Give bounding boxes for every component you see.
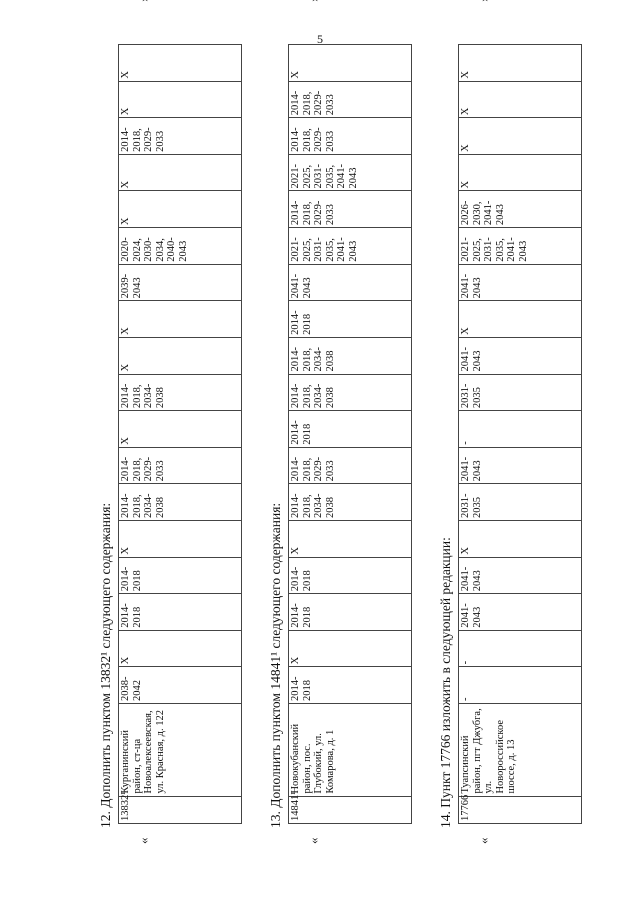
amendment-table <box>288 44 412 824</box>
period-cell: 2014-2018 <box>289 557 412 594</box>
period-cell: 2014-2018 <box>289 411 412 448</box>
period-cell: X <box>119 154 242 191</box>
open-quote: « <box>136 837 151 844</box>
period-cell: 2014-2018 <box>289 667 412 704</box>
period-cell: X <box>459 301 582 338</box>
open-quote: « <box>306 837 321 844</box>
period-cell: 2026-2030, 2041-2043 <box>459 191 582 228</box>
close-quote <box>136 0 152 2</box>
period-cell: - <box>459 667 582 704</box>
period-cell: 2014-2018 <box>289 301 412 338</box>
address-cell: Курганинский район, ст-ца Новоалексеевская, ул. Красная, д. 122 <box>119 704 242 797</box>
period-cell: X <box>119 81 242 118</box>
period-cell: 2014-2018, 2029-2033 <box>289 118 412 155</box>
period-cell: 2041-2043 <box>289 264 412 301</box>
period-cell: 2021-2025, 2031-2035, 2041-2043 <box>289 154 412 191</box>
period-cell: 2014-2018, 2029-2033 <box>119 118 242 155</box>
table-row <box>119 45 242 824</box>
period-cell: 2041-2043 <box>459 447 582 484</box>
period-cell: 2014-2018, 2034-2038 <box>119 484 242 521</box>
open-quote: « <box>476 837 491 844</box>
period-cell: 2014-2018, 2034-2038 <box>289 374 412 411</box>
period-cell: 2021-2025, 2031-2035, 2041-2043 <box>289 228 412 265</box>
period-cell: 2014-2018, 2034-2038 <box>119 374 242 411</box>
period-cell: 2041-2043 <box>459 594 582 631</box>
period-cell: X <box>289 630 412 667</box>
table-row <box>289 45 412 824</box>
period-cell: 2041-2043 <box>459 557 582 594</box>
period-cell: X <box>119 191 242 228</box>
section-heading: 14. Пункт 17766 изложить в следующей редакции: <box>438 537 453 828</box>
period-cell: X <box>119 45 242 82</box>
section-14 <box>438 0 582 844</box>
period-cell: 2014-2018, 2029-2033 <box>119 447 242 484</box>
item-number-cell: 13832¹ <box>119 796 242 823</box>
period-cell: X <box>289 520 412 557</box>
period-cell: X <box>459 118 582 155</box>
item-number-cell: 14841¹ <box>289 796 412 823</box>
period-cell: X <box>289 45 412 82</box>
section-13 <box>268 0 412 844</box>
period-cell: 2014-2018 <box>119 594 242 631</box>
period-cell: X <box>459 45 582 82</box>
period-cell: 2020-2024, 2030-2034, 2040-2043 <box>119 228 242 265</box>
period-cell: 2031-2035 <box>459 484 582 521</box>
amendment-table <box>118 44 242 824</box>
period-cell: 2014-2018, 2034-2038 <box>289 484 412 521</box>
period-cell: X <box>119 520 242 557</box>
period-cell: 2031-2035 <box>459 374 582 411</box>
close-quote <box>306 0 322 2</box>
period-cell: 2039-2043 <box>119 264 242 301</box>
close-quote <box>476 0 492 2</box>
period-cell: X <box>119 337 242 374</box>
period-cell: 2014-2018 <box>119 557 242 594</box>
address-cell: Туапсинский район, пгт Джубга, ул. Новороссийское шоссе, д. 13 <box>459 704 582 797</box>
period-cell: 2014-2018 <box>289 594 412 631</box>
period-cell: 2041-2043 <box>459 264 582 301</box>
period-cell: X <box>459 154 582 191</box>
period-cell: 2014-2018, 2029-2033 <box>289 191 412 228</box>
period-cell: X <box>459 520 582 557</box>
period-cell: - <box>459 630 582 667</box>
period-cell: 2014-2018, 2034-2038 <box>289 337 412 374</box>
amendment-table <box>458 44 582 824</box>
period-cell: X <box>119 630 242 667</box>
table-row <box>459 45 582 824</box>
period-cell: 2041-2043 <box>459 337 582 374</box>
period-cell: - <box>459 411 582 448</box>
item-number-cell: 17766 <box>459 796 582 823</box>
address-cell: Новокубанский район, пос. Глубокий, ул. Комарова, д. 1 <box>289 704 412 797</box>
period-cell: X <box>119 411 242 448</box>
page-number: 5 <box>317 32 323 46</box>
period-cell: 2014-2018, 2029-2033 <box>289 81 412 118</box>
section-12 <box>98 0 242 844</box>
period-cell: 2021-2025, 2031-2035, 2041-2043 <box>459 228 582 265</box>
period-cell: X <box>459 81 582 118</box>
period-cell: X <box>119 301 242 338</box>
section-heading: 13. Дополнить пунктом 14841¹ следующего содержания: <box>268 502 283 828</box>
period-cell: 2014-2018, 2029-2033 <box>289 447 412 484</box>
period-cell: 2038-2042 <box>119 667 242 704</box>
section-heading: 12. Дополнить пунктом 13832¹ следующего содержания: <box>98 502 113 828</box>
